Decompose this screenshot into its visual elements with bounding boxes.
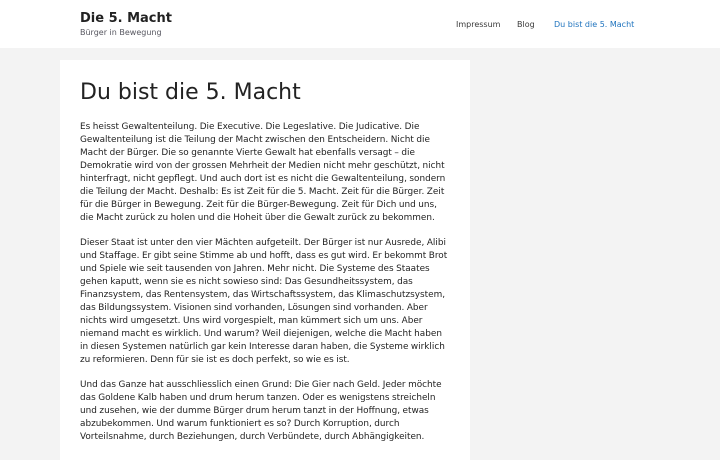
content-paragraph: Und das Ganze hat ausschliesslich einen Grund: Die Gier nach Geld. Jeder möchte das Goldene Kalb haben und drum herum tanzen. Oder es wenigstens streicheln und zusehen, wie der dumme Bürger drum herum tanzt in der Hoffnung, etwas abzubekommen. Und warum funktioniert es so? Durch Korruption, durch Vorteilsnahme, durch Beziehungen, durch Verbündete, durch Abhängigkeiten. <box>80 380 442 442</box>
nav-item-du-bist-die-5-macht[interactable]: Du bist die 5. Macht <box>554 20 635 29</box>
site-header <box>0 0 720 48</box>
site-tagline: Bürger in Bewegung <box>80 28 162 37</box>
nav-item-blog[interactable]: Blog <box>517 20 535 29</box>
nav-item-impressum[interactable]: Impressum <box>456 20 501 29</box>
content-paragraph: Dieser Staat ist unter den vier Mächten aufgeteilt. Der Bürger ist nur Ausrede, Alibi und Staffage. Er gibt seine Stimme ab und hofft, dass es gut wird. Er bekommt Brot und Spiele wie seit tausenden von Jahren. Mehr nicht. Die Systeme des Staates gehen kaputt, wenn sie es nicht sowieso sind: Das Gesundheitssystem, das Finanzsystem, das Rentensystem, das Wirtschaftssystem, das Klimaschutzsystem, das Bildungssystem. Visionen sind vorhanden, Lösungen sind vorhanden. Aber nichts wird umgesetzt. Uns wird vorgespielt, man kümmert sich um uns. Aber niemand macht es wirklich. Und warum? Weil diejenigen, welche die Macht haben in diesen Systemen natürlich gar kein Interesse daran haben, die Systeme wirklich zu reformieren. Denn für sie ist es doch perfekt, so wie es ist. <box>80 238 448 365</box>
site-title-link[interactable]: Die 5. Macht <box>80 11 172 26</box>
content-paragraph: Es heisst Gewaltenteilung. Die Executive. Die Legeslative. Die Judicative. Die Gewaltenteilung ist die Teilung der Macht zwischen den Entscheidern. Nicht die Macht der Bürger. Die so genannte Vierte Gewalt hat ebenfalls versagt – die Demokratie wird von der grossen Mehrheit der Medien nicht mehr geschützt, nicht hinterfragt, nicht gepflegt. Und auch dort ist es nicht die Gewaltenteilung, sondern die Teilung der Macht. Deshalb: Es ist Zeit für die 5. Macht. Zeit für die Bürger. Zeit für die Bürger in Bewegung. Zeit für die Bürger-Bewegung. Zeit für Dich und uns, die Macht zurück zu holen und die Hoheit über die Gewalt zurück zu bekommen. <box>80 122 446 223</box>
site-branding <box>80 11 172 38</box>
entry-content <box>80 121 452 456</box>
page-title: Du bist die 5. Macht <box>80 80 301 105</box>
content-card <box>60 60 470 460</box>
